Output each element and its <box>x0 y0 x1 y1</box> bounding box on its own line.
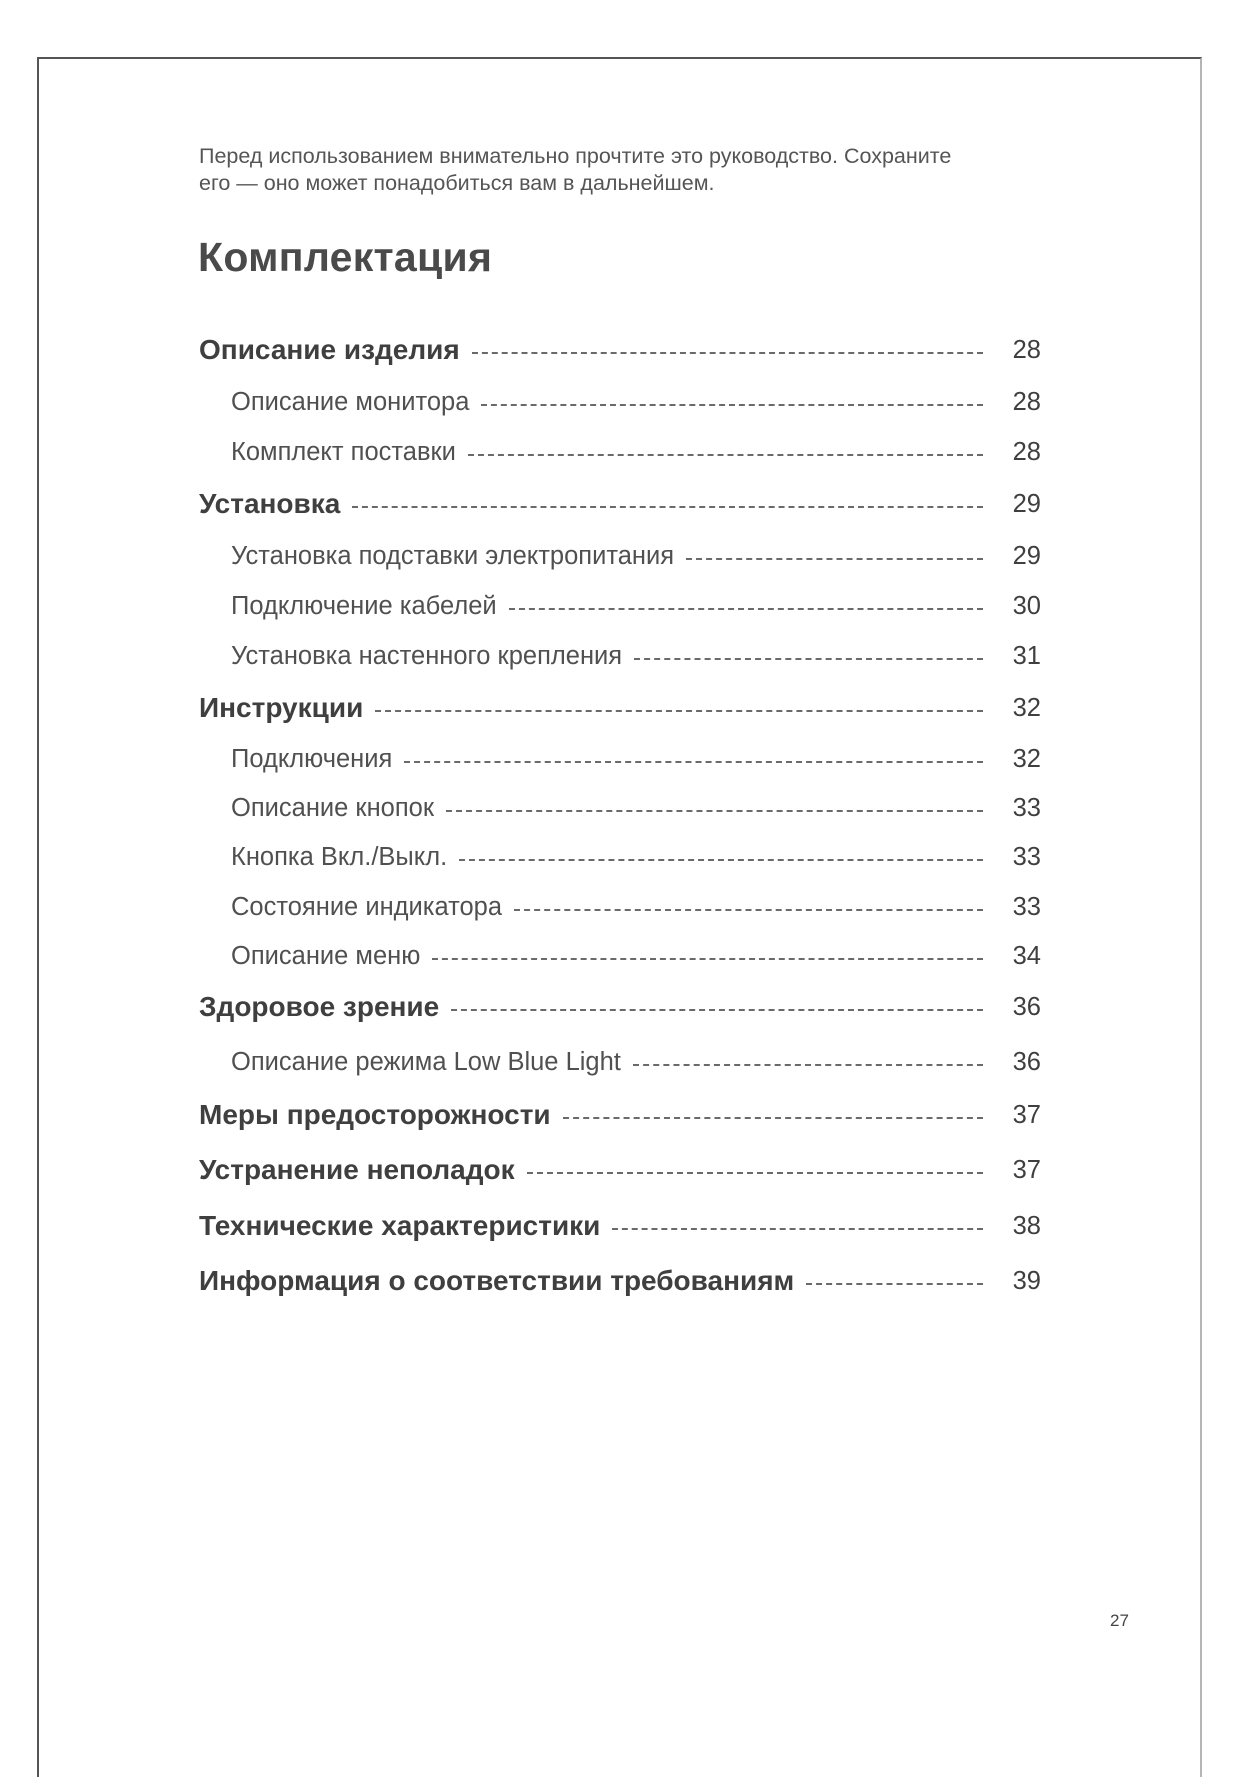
toc-entry-troubleshooting[interactable] <box>199 1151 1041 1189</box>
toc-entry-page: 36 <box>1012 1047 1041 1076</box>
toc-entry-page: 37 <box>1012 1155 1041 1184</box>
toc-entry-button-description[interactable] <box>231 789 1041 827</box>
toc-entry-low-blue-light[interactable] <box>231 1043 1041 1081</box>
toc-entry-menu-description[interactable] <box>231 937 1041 975</box>
toc-entry-label: Информация о соответствии требованиям <box>199 1265 795 1296</box>
toc-entry-page: 29 <box>1012 489 1041 518</box>
toc-entry-page: 36 <box>1012 992 1041 1021</box>
toc-entry-page: 32 <box>1012 744 1041 773</box>
toc-leader <box>404 761 983 763</box>
toc-leader <box>459 859 983 861</box>
toc-leader <box>446 810 983 812</box>
toc-leader <box>514 909 983 911</box>
toc-entry-monitor-description[interactable] <box>231 383 1041 421</box>
toc-leader <box>481 404 983 406</box>
toc-entry-installation[interactable] <box>199 485 1041 523</box>
toc-leader <box>509 608 983 610</box>
toc-entry-page: 33 <box>1012 842 1041 871</box>
toc-leader <box>563 1117 983 1119</box>
toc-leader <box>686 558 983 560</box>
toc-entry-connections[interactable] <box>231 740 1041 778</box>
toc-entry-page: 28 <box>1012 437 1041 466</box>
toc-entry-page: 28 <box>1012 387 1041 416</box>
toc-leader <box>612 1228 983 1230</box>
toc-leader <box>806 1283 983 1285</box>
toc-entry-page: 33 <box>1012 892 1041 921</box>
intro-line-2: его — оно может понадобиться вам в дальнейшем. <box>199 171 715 195</box>
page-number: 27 <box>1110 1611 1129 1630</box>
toc-leader <box>375 710 983 712</box>
toc-leader <box>634 658 983 660</box>
toc-leader <box>352 506 983 508</box>
toc-entry-label: Подключения <box>231 744 393 773</box>
toc-leader <box>472 352 983 354</box>
toc-entry-compliance-info[interactable] <box>199 1262 1041 1300</box>
toc-entry-page: 30 <box>1012 591 1041 620</box>
toc-leader <box>468 454 983 456</box>
toc-entry-page: 28 <box>1012 335 1041 364</box>
toc-entry-label: Подключение кабелей <box>231 591 497 620</box>
toc-entry-label: Технические характеристики <box>199 1210 601 1241</box>
toc-entry-healthy-vision[interactable] <box>199 988 1041 1026</box>
toc-leader <box>633 1064 983 1066</box>
toc-leader <box>527 1172 983 1174</box>
toc-entry-label: Комплект поставки <box>231 437 456 466</box>
toc-entry-label: Установка настенного крепления <box>231 641 623 670</box>
toc-entry-label: Инструкции <box>199 692 364 723</box>
toc-entry-page: 32 <box>1012 693 1041 722</box>
toc-entry-page: 37 <box>1012 1100 1041 1129</box>
toc-entry-page: 34 <box>1012 941 1041 970</box>
toc-entry-package-contents[interactable] <box>231 433 1041 471</box>
toc-leader <box>451 1009 983 1011</box>
toc-entry-label: Описание кнопок <box>231 793 434 822</box>
toc-entry-label: Кнопка Вкл./Выкл. <box>231 842 448 871</box>
toc-entry-indicator-status[interactable] <box>231 888 1041 926</box>
toc-entry-page: 33 <box>1012 793 1041 822</box>
toc-entry-safety-precautions[interactable] <box>199 1096 1041 1134</box>
toc-entry-product-description[interactable] <box>199 331 1041 369</box>
toc-entry-label: Описание изделия <box>199 334 460 365</box>
toc-entry-label: Описание монитора <box>231 387 470 416</box>
toc-entry-power-button[interactable] <box>231 838 1041 876</box>
toc-leader <box>432 958 983 960</box>
toc-entry-cable-connection[interactable] <box>231 587 1041 625</box>
toc-entry-power-stand-installation[interactable] <box>231 537 1041 575</box>
toc-entry-label: Состояние индикатора <box>231 892 503 921</box>
toc-entry-label: Меры предосторожности <box>199 1099 551 1130</box>
toc-entry-label: Здоровое зрение <box>199 991 440 1022</box>
toc-entry-page: 39 <box>1012 1266 1041 1295</box>
toc-title: Комплектация <box>198 234 493 280</box>
toc-entry-label: Описание режима Low Blue Light <box>231 1047 621 1076</box>
toc-entry-page: 38 <box>1012 1211 1041 1240</box>
toc-entry-label: Устранение неполадок <box>199 1154 515 1185</box>
toc-entry-label: Установка <box>199 488 341 519</box>
toc-entry-label: Описание меню <box>231 941 421 970</box>
toc-entry-wall-mount-installation[interactable] <box>231 637 1041 675</box>
toc-entry-page: 31 <box>1012 641 1041 670</box>
toc-entry-instructions[interactable] <box>199 689 1041 727</box>
toc-entry-specifications[interactable] <box>199 1207 1041 1245</box>
toc-entry-page: 29 <box>1012 541 1041 570</box>
toc-entry-label: Установка подставки электропитания <box>231 541 675 570</box>
intro-line-1: Перед использованием внимательно прочтите это руководство. Сохраните <box>199 144 952 168</box>
